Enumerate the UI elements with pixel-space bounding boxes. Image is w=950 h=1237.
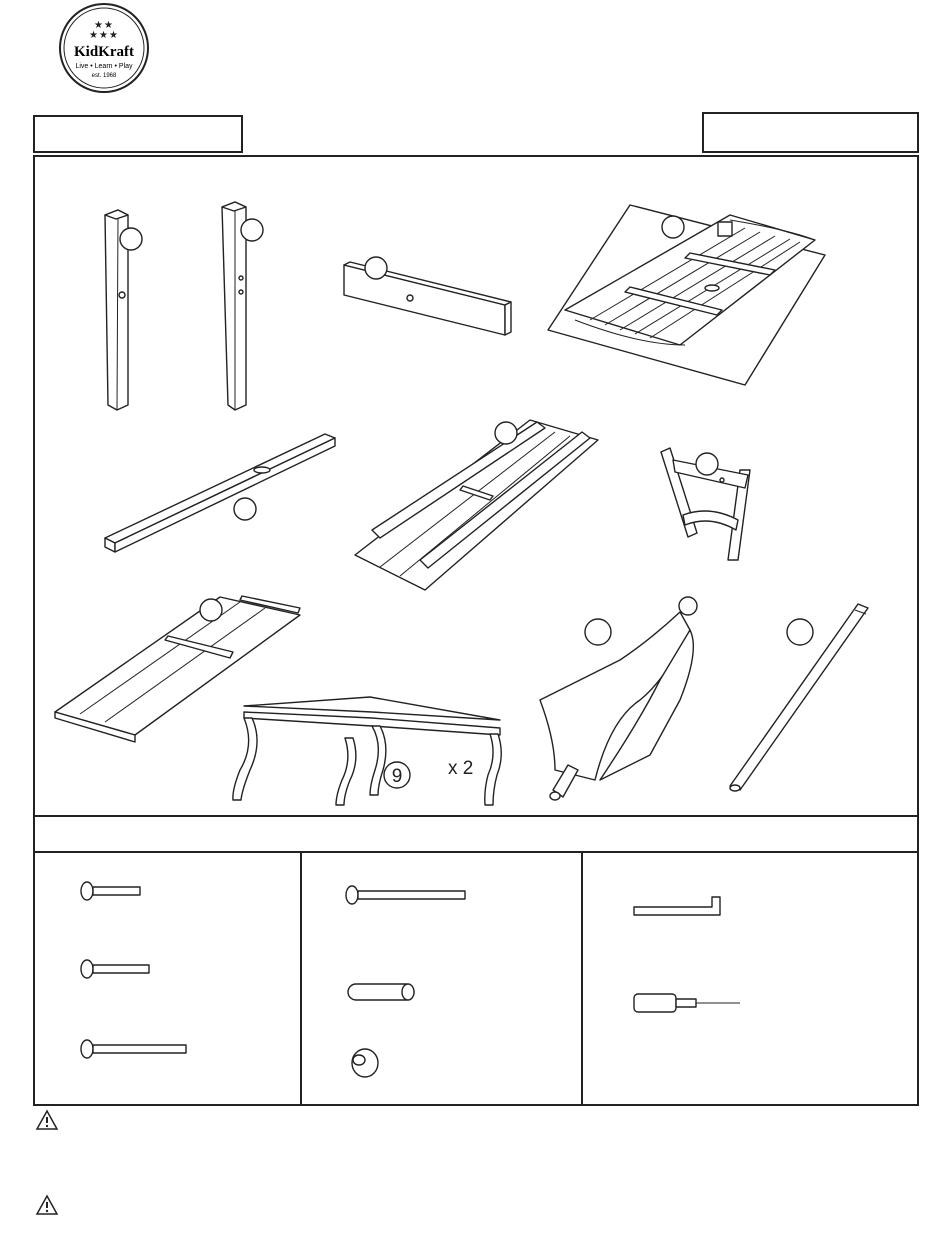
barrel-nut [352, 1049, 378, 1077]
logo-established: est. 1968 [91, 73, 117, 79]
logo-tagline: Live • Learn • Play [75, 63, 133, 70]
svg-text:★: ★ [94, 20, 103, 31]
wooden-dowel [348, 984, 414, 1000]
bolt-long [81, 1040, 186, 1058]
screwdriver-icon [634, 994, 740, 1012]
warning-icon [36, 1195, 58, 1215]
logo-wordmark: KidKraft [74, 44, 134, 60]
svg-text:★: ★ [89, 30, 98, 41]
part-9-quantity: x 2 [448, 758, 474, 779]
svg-text:★: ★ [109, 30, 118, 41]
allen-wrench-icon [634, 897, 720, 915]
part-9-number: 9 [391, 766, 403, 787]
bolt-medium [81, 960, 149, 978]
warning-icon [36, 1110, 58, 1130]
svg-text:★: ★ [99, 30, 108, 41]
bolt-short [81, 882, 140, 900]
bolt-extra-long [346, 886, 465, 904]
svg-text:★: ★ [104, 20, 113, 31]
